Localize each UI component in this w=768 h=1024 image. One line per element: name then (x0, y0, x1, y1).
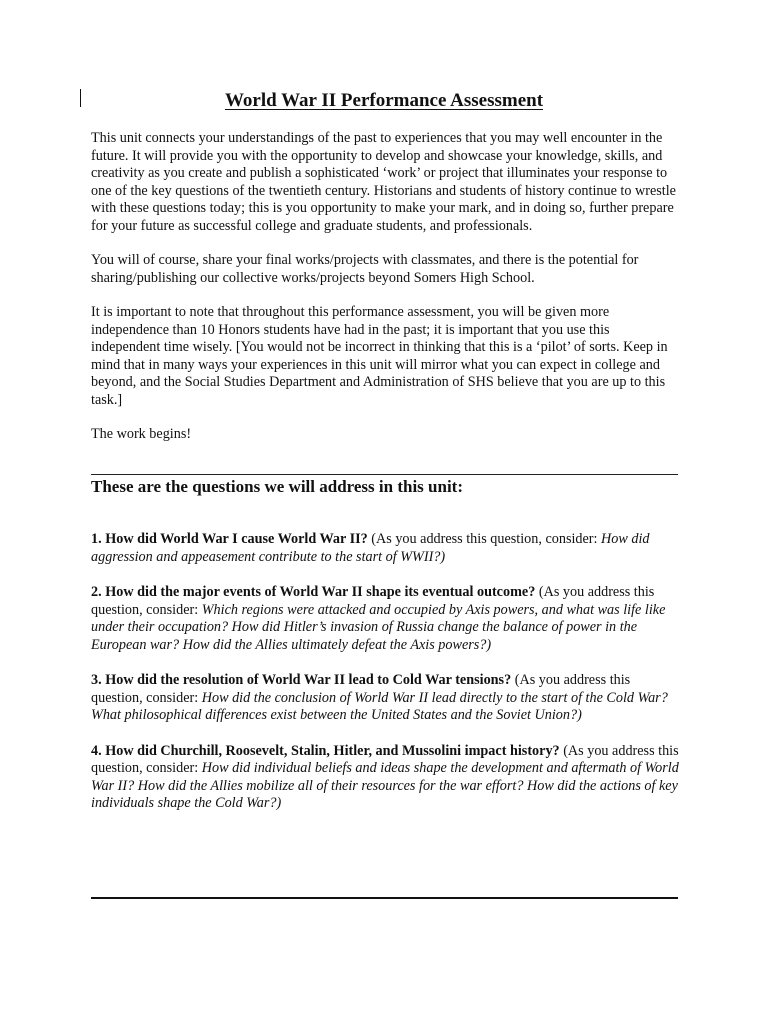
question-text: 3. How did the resolution of World War II lead to Cold War tensions? (91, 672, 512, 688)
question-text: 2. How did the major events of World War II shape its eventual outcome? (91, 584, 536, 600)
footer-divider (91, 897, 678, 899)
question-consider: How did individual beliefs and ideas shape the development and aftermath of World War II? How did the Allies mobilize all of their resources for the war effort? How did the actions of key individuals shape the Cold War?) (91, 760, 679, 811)
question-consider: How did aggression and appeasement contribute to the start of WWII?) (91, 531, 650, 565)
question-consider: Which regions were attacked and occupied by Axis powers, and what was life like under their occupation? How did Hitler’s invasion of Russia change the balance of power in the European war? How did the Allies ultimately defeat the Axis powers?) (91, 601, 666, 653)
question-item-3 (91, 672, 681, 725)
intro-section (91, 130, 681, 461)
question-item-1 (91, 531, 681, 566)
question-text: 4. How did Churchill, Roosevelt, Stalin, Hitler, and Mussolini impact history? (91, 742, 560, 759)
question-lead: (As you address this question, consider: (91, 672, 631, 706)
questions-heading: These are the questions we will address in this unit: (91, 477, 463, 496)
intro-paragraph-3: It is important to note that throughout this performance assessment, you will be given more independence than 10 Honors students have had in the past; it is important that you use this independent time wisely. [You would not be incorrect in thinking that this is a ‘pilot’ of sorts. Keep in mind that in many ways your experiences in this unit will mirror what you can expect in college and beyond, and the Social Studies Department and Administration of SHS believe that you are up to this task.] (91, 304, 668, 408)
question-consider: How did the conclusion of World War II lead directly to the start of the Cold War? What philosophical differences exist between the United States and the Soviet Union?) (91, 689, 668, 723)
intro-paragraph-1: This unit connects your understandings of the past to experiences that you may well encounter in the future. It will provide you with the opportunity to develop and showcase your knowledge, skills, and creativity as you create and publish a sophisticated ‘work’ or project that illuminates your response to one of the key questions of the twentieth century. Historians and students of history continue to wrestle with these questions today; this is you opportunity to make your mark, and in doing so, further prepare for your future as successful college and graduate students, and professionals. (91, 130, 676, 234)
question-lead: (As you address this question, consider: (367, 531, 602, 547)
intro-paragraph-4: The work begins! (91, 426, 192, 442)
section-divider (91, 474, 678, 475)
question-lead: (As you address this question, consider: (91, 742, 679, 776)
intro-paragraph-2: You will of course, share your final works/projects with classmates, and there is the potential for sharing/publishing our collective works/projects beyond Somers High School. (91, 252, 639, 286)
questions-list (91, 531, 681, 831)
question-item-4 (91, 743, 681, 813)
question-lead: (As you address this question, consider: (91, 584, 655, 618)
question-text: 1. How did World War I cause World War II? (91, 531, 368, 547)
question-item-2 (91, 584, 681, 654)
document-title: World War II Performance Assessment (224, 90, 544, 111)
